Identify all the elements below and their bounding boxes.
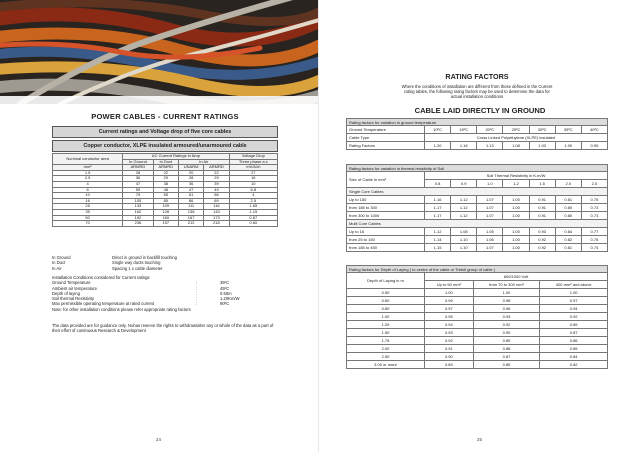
condition-value: 90ºC xyxy=(220,301,230,307)
table-cell: 0.93 xyxy=(425,329,474,337)
table-cell: 109 xyxy=(153,204,178,210)
temperature-cell: 35ºC xyxy=(555,126,581,134)
factor-cell: 1.12 xyxy=(425,228,451,236)
condition-value: 0.50m xyxy=(220,290,232,296)
resistivity-value: 1.0 xyxy=(477,180,503,188)
page-title: POWER CABLES - CURRENT RATINGS xyxy=(91,112,239,121)
table-cell: 1.00 xyxy=(473,289,540,297)
factor-cell: 0.81 xyxy=(555,244,581,252)
table-cell: 4 xyxy=(53,181,123,187)
size-label: Up to 150 xyxy=(347,196,425,204)
table-cell: 111 xyxy=(178,204,203,210)
table-cell: 1.00 xyxy=(425,289,474,297)
table-cell: 79 xyxy=(123,193,153,199)
page-number-left: 24 xyxy=(156,437,161,442)
header-unit-mvam: mV/A/m xyxy=(229,165,277,171)
factor-cell: 0.92 xyxy=(529,244,555,252)
factor-cell: 1.00 xyxy=(503,204,529,212)
condition-colon: : xyxy=(196,296,198,302)
table-cell: 0.82 xyxy=(540,361,608,369)
factor-cell: 0.74 xyxy=(581,244,607,252)
table-cell: 138 xyxy=(178,209,203,215)
depth-of-laying-table xyxy=(346,265,608,369)
condition-label: Ground Temperature xyxy=(52,280,91,286)
factor-cell: 1.00 xyxy=(503,196,529,204)
table-cell: 39 xyxy=(204,181,229,187)
temperature-cell: 40ºC xyxy=(581,126,607,134)
table-row xyxy=(53,221,278,227)
table-subheading: Copper conductor, XLPE insulated armoured/unarmoured cable xyxy=(52,140,278,152)
table-row xyxy=(347,196,608,204)
table-cell: 47 xyxy=(178,187,203,193)
table-cell: 86 xyxy=(178,198,203,204)
table-row xyxy=(347,329,608,337)
table-cell: 0.80 xyxy=(347,305,425,313)
factor-cell: 1.00 xyxy=(555,142,581,150)
factor-cell: 0.93 xyxy=(529,228,555,236)
note-label: In Duct xyxy=(52,260,66,266)
condition-label: Depth of laying xyxy=(52,290,80,296)
column-header: 400 mm² and above xyxy=(540,281,608,289)
header-armrd: ARMRD xyxy=(204,165,229,171)
table-cell: 35 xyxy=(53,209,123,215)
factor-cell: 0.92 xyxy=(529,236,555,244)
voltage-header: 600/1000 Volt xyxy=(425,273,608,281)
header-unit-mm2: mm² xyxy=(53,165,123,171)
table-row xyxy=(347,305,608,313)
table-cell: 2.5 xyxy=(53,176,123,182)
factor-cell: 1.12 xyxy=(451,204,477,212)
size-header: Size of Cable in mm² xyxy=(347,172,425,188)
header-nominal: Nominal conductor area xyxy=(53,154,123,165)
table-cell: 20 xyxy=(178,170,203,176)
condition-colon: : xyxy=(196,290,198,296)
table-row xyxy=(347,204,608,212)
factor-cell: 1.07 xyxy=(477,204,503,212)
table-cell: 0.60 xyxy=(347,297,425,305)
factor-cell: 0.95 xyxy=(581,142,607,150)
group-label: Single Core Cables xyxy=(347,188,608,196)
rating-factors-description: Where the conditions of installation are different from those defined in the Current rating tables, the following rating factors may be used to determine the data for actual installation conditions xyxy=(401,84,553,100)
table-cell: 28 xyxy=(178,176,203,182)
factor-cell: 1.16 xyxy=(451,142,477,150)
table-cell: 36 xyxy=(123,176,153,182)
resistivity-value: 2.0 xyxy=(555,180,581,188)
table-cell: 16 xyxy=(53,198,123,204)
factor-cell: 1.13 xyxy=(477,142,503,150)
table-row xyxy=(347,353,608,361)
factor-cell: 1.10 xyxy=(451,244,477,252)
table-cell: 10 xyxy=(53,193,123,199)
table-cell: 0.60 xyxy=(229,221,277,227)
note-value: Direct in ground in backfill touching xyxy=(112,255,177,260)
factor-cell: 1.12 xyxy=(451,196,477,204)
table-cell: 133 xyxy=(123,204,153,210)
table-row xyxy=(347,337,608,345)
row-label: Cable Type xyxy=(347,134,425,142)
table-cell: 116 xyxy=(204,204,229,210)
resistivity-value: 1.2 xyxy=(503,180,529,188)
group-label: Multi Core Cables xyxy=(347,220,608,228)
table-cell: 85 xyxy=(153,198,178,204)
temperature-cell: 25ºC xyxy=(503,126,529,134)
table-cell: 0.91 xyxy=(425,345,474,353)
table-cell: 48 xyxy=(153,187,178,193)
factor-cell: 1.12 xyxy=(451,212,477,220)
note-label: In Ground xyxy=(52,255,71,260)
page-number-right: 25 xyxy=(477,437,482,442)
factor-cell: 0.91 xyxy=(529,204,555,212)
table-cell: 1.15 xyxy=(229,209,277,215)
table-cell: 0.85 xyxy=(540,345,608,353)
table-cell: 6.8 xyxy=(229,187,277,193)
table-cell: 0.90 xyxy=(425,353,474,361)
header-armrd: ARMRD xyxy=(123,165,153,171)
factor-cell: 1.15 xyxy=(425,244,451,252)
disclaimer: The data provided are for guidance only. Nuhas reserve the rights to withdraw/alter any or whole of the data as a part of their effort of continuous Research & Development xyxy=(52,323,274,334)
table-cell: 1.00 xyxy=(347,313,425,321)
resistivity-value: 0.8 xyxy=(425,180,451,188)
factor-cell: 0.73 xyxy=(581,212,607,220)
factor-cell: 1.17 xyxy=(425,212,451,220)
header-in-air: In Air xyxy=(178,159,229,165)
size-label: from 300 to 1000 xyxy=(347,212,425,220)
table-cell: 1.00 xyxy=(540,289,608,297)
column-header: Up to 50 mm² xyxy=(425,281,474,289)
condition-value: 45ºC xyxy=(220,285,230,291)
table-caption: Rating factors for variation in ground temperature xyxy=(347,119,608,126)
factor-cell: 1.10 xyxy=(451,236,477,244)
table-cell: 89 xyxy=(204,198,229,204)
factor-cell: 1.06 xyxy=(477,236,503,244)
factor-cell: 0.73 xyxy=(581,204,607,212)
table-cell: 50 xyxy=(53,215,123,221)
factor-cell: 0.80 xyxy=(555,212,581,220)
size-label: Up to 16 xyxy=(347,228,425,236)
installation-conditions xyxy=(52,275,278,312)
factor-cell: 0.75 xyxy=(581,196,607,204)
table-caption: Rating factors for variation in thermal resistivity of Soil xyxy=(347,165,608,172)
table-cell: 0.96 xyxy=(473,305,540,313)
table-row xyxy=(347,228,608,236)
table-cell: 1.5 xyxy=(53,170,123,176)
table-cell: 197 xyxy=(153,221,178,227)
table-row xyxy=(347,321,608,329)
header-unarm: UNARM xyxy=(178,165,203,171)
table-cell: 59 xyxy=(123,187,153,193)
table-row xyxy=(347,313,608,321)
condition-colon: : xyxy=(196,280,198,286)
table-cell: 22 xyxy=(204,170,229,176)
table-cell: 0.90 xyxy=(473,329,540,337)
factor-cell: 1.20 xyxy=(425,142,451,150)
installation-notes xyxy=(52,255,177,271)
factor-cell: 1.08 xyxy=(451,228,477,236)
factor-cell: 1.00 xyxy=(503,244,529,252)
table-cell: 38 xyxy=(153,181,178,187)
column-header: from 70 to 300 mm² xyxy=(473,281,540,289)
table-cell: 0.88 xyxy=(473,345,540,353)
size-label: from 185 to 400 xyxy=(347,244,425,252)
temperature-cell: 20ºC xyxy=(477,126,503,134)
resistivity-value: 2.5 xyxy=(581,180,607,188)
condition-label: Max permissible operating temperature at rated current xyxy=(52,301,155,307)
table-cell: 2.00 xyxy=(347,345,425,353)
factor-cell: 0.77 xyxy=(581,228,607,236)
table-heading: Current ratings and Voltage drop of five core cables xyxy=(52,126,278,138)
temperature-cell: 15ºC xyxy=(451,126,477,134)
table-row xyxy=(347,212,608,220)
table-cell: 218 xyxy=(204,221,229,227)
factor-cell: 1.07 xyxy=(477,212,503,220)
factor-cell: 0.80 xyxy=(555,204,581,212)
condition-value: 35ºC xyxy=(220,280,230,286)
cable-type-value: Cross Linked Polyethylene (XLPE) insulated xyxy=(425,134,608,142)
table-cell: 0.92 xyxy=(425,337,474,345)
table-row xyxy=(347,244,608,252)
current-ratings-table xyxy=(52,153,278,227)
ground-temperature-table xyxy=(346,118,608,150)
note-value: Single way ducts touching xyxy=(112,260,161,266)
table-cell: 0.97 xyxy=(540,297,608,305)
table-cell: 2.5 xyxy=(229,198,277,204)
table-cell: 27 xyxy=(229,170,277,176)
factor-cell: 0.84 xyxy=(555,228,581,236)
factor-cell: 1.16 xyxy=(425,196,451,204)
conditions-note: Note: for other installation conditions please refer appropriate rating factors xyxy=(52,306,191,312)
header-in-ground: In Ground xyxy=(123,159,153,165)
table-cell: 0.94 xyxy=(425,321,474,329)
condition-value: 1.20Km/W xyxy=(220,296,240,302)
soil-resistivity-table xyxy=(346,164,608,252)
resistivity-header: Soil Thermal Resistivity in K.m/W xyxy=(425,172,608,180)
factor-cell: 1.17 xyxy=(425,204,451,212)
table-cell: 0.87 xyxy=(473,353,540,361)
table-cell: 65 xyxy=(153,193,178,199)
factor-cell: 0.75 xyxy=(581,236,607,244)
table-cell: 16 xyxy=(229,176,277,182)
table-cell: 0.86 xyxy=(540,337,608,345)
table-row xyxy=(347,361,608,369)
table-cell: 28 xyxy=(123,170,153,176)
cable-photo xyxy=(0,0,319,104)
factor-cell: 1.00 xyxy=(503,236,529,244)
table-row xyxy=(347,345,608,353)
table-cell: 25 xyxy=(53,204,123,210)
table-cell: 47 xyxy=(123,181,153,187)
row-label: Rating Factors xyxy=(347,142,425,150)
temperature-cell: 30ºC xyxy=(529,126,555,134)
note-label: In Air xyxy=(52,265,62,271)
factor-cell: 1.00 xyxy=(503,228,529,236)
table-cell: 29 xyxy=(153,176,178,182)
table-cell: 1.25 xyxy=(347,321,425,329)
table-cell: 1.75 xyxy=(347,337,425,345)
table-row xyxy=(347,236,608,244)
depth-header: Depth of Laying in m xyxy=(347,273,425,289)
table-cell: 160 xyxy=(153,215,178,221)
table-cell: 4 xyxy=(229,193,277,199)
factor-cell: 1.14 xyxy=(425,236,451,244)
table-cell: 0.99 xyxy=(425,297,474,305)
table-cell: 0.93 xyxy=(473,313,540,321)
row-label: Ground Temperature xyxy=(347,126,425,134)
note-value: Spacing 1 x cable diameter xyxy=(112,265,163,271)
header-voltage-drop: Voltage Drop xyxy=(229,154,277,160)
table-cell: 0.85 xyxy=(473,361,540,369)
table-cell: 0.97 xyxy=(425,305,474,313)
table-cell: 0.98 xyxy=(473,297,540,305)
note-row xyxy=(52,266,177,271)
table-cell: 10 xyxy=(229,181,277,187)
table-cell: 143 xyxy=(204,209,229,215)
conditions-title: Installation Conditions considered for Current ratings xyxy=(52,275,150,280)
factor-cell: 1.03 xyxy=(529,142,555,150)
table-cell: 6 xyxy=(53,187,123,193)
condition-label: Ambient air temperature xyxy=(52,285,97,291)
table-cell: 0.89 xyxy=(473,337,540,345)
factor-cell: 1.08 xyxy=(503,142,529,150)
page-divider xyxy=(318,0,319,452)
resistivity-value: 0.9 xyxy=(451,180,477,188)
table-cell: 105 xyxy=(123,198,153,204)
table-cell: 0.50 xyxy=(347,289,425,297)
table-cell: 0.87 xyxy=(229,215,277,221)
table-cell: 1.50 xyxy=(347,329,425,337)
header-armrd: ARMRD xyxy=(153,165,178,171)
table-cell: 70 xyxy=(53,221,123,227)
table-cell: 0.87 xyxy=(540,329,608,337)
table-cell: 236 xyxy=(123,221,153,227)
header-three-phase: Three phase a.c xyxy=(229,159,277,165)
table-cell: 128 xyxy=(153,209,178,215)
table-cell: 173 xyxy=(204,215,229,221)
table-cell: 0.89 xyxy=(540,321,608,329)
temperature-cell: 10ºC xyxy=(425,126,451,134)
table-cell: 0.89 xyxy=(425,361,474,369)
section-subtitle: CABLE LAID DIRECTLY IN GROUND xyxy=(414,106,546,115)
rating-factors-title: RATING FACTORS xyxy=(445,72,509,81)
resistivity-value: 1.5 xyxy=(529,180,555,188)
header-ac-ratings: AC Current Ratings in Amp xyxy=(123,154,229,160)
table-cell: 0.92 xyxy=(540,313,608,321)
table-cell: 29 xyxy=(204,176,229,182)
condition-label: Soil thermal Resistivity xyxy=(52,296,95,302)
factor-cell: 1.00 xyxy=(503,212,529,220)
table-cell: 0.84 xyxy=(540,353,608,361)
factor-cell: 1.07 xyxy=(477,196,503,204)
table-cell: 61 xyxy=(178,193,203,199)
table-cell: 49 xyxy=(204,187,229,193)
table-cell: 212 xyxy=(178,221,203,227)
size-label: from 25 to 150 xyxy=(347,236,425,244)
table-cell: 22 xyxy=(153,170,178,176)
header-in-duct: In Duct xyxy=(153,159,178,165)
table-row xyxy=(347,289,608,297)
factor-cell: 0.82 xyxy=(555,236,581,244)
factor-cell: 1.05 xyxy=(477,228,503,236)
size-label: from 185 to 300 xyxy=(347,204,425,212)
factor-cell: 0.91 xyxy=(529,212,555,220)
table-cell: 192 xyxy=(123,215,153,221)
table-caption: Rating factors for Depth of Laying ( to centre of the cable or Trefoil group of cable ) xyxy=(347,266,608,273)
table-cell: 0.95 xyxy=(425,313,474,321)
table-cell: 0.92 xyxy=(473,321,540,329)
table-cell: 3.00 or more xyxy=(347,361,425,369)
table-row xyxy=(347,297,608,305)
table-cell: 36 xyxy=(178,181,203,187)
table-cell: 1.65 xyxy=(229,204,277,210)
factor-cell: 0.81 xyxy=(555,196,581,204)
table-cell: 162 xyxy=(123,209,153,215)
table-cell: 66 xyxy=(204,193,229,199)
table-cell: 2.50 xyxy=(347,353,425,361)
condition-colon: : xyxy=(196,285,198,291)
factor-cell: 1.07 xyxy=(477,244,503,252)
factor-cell: 0.91 xyxy=(529,196,555,204)
condition-colon: : xyxy=(196,301,198,307)
table-cell: 167 xyxy=(178,215,203,221)
table-cell: 0.94 xyxy=(540,305,608,313)
